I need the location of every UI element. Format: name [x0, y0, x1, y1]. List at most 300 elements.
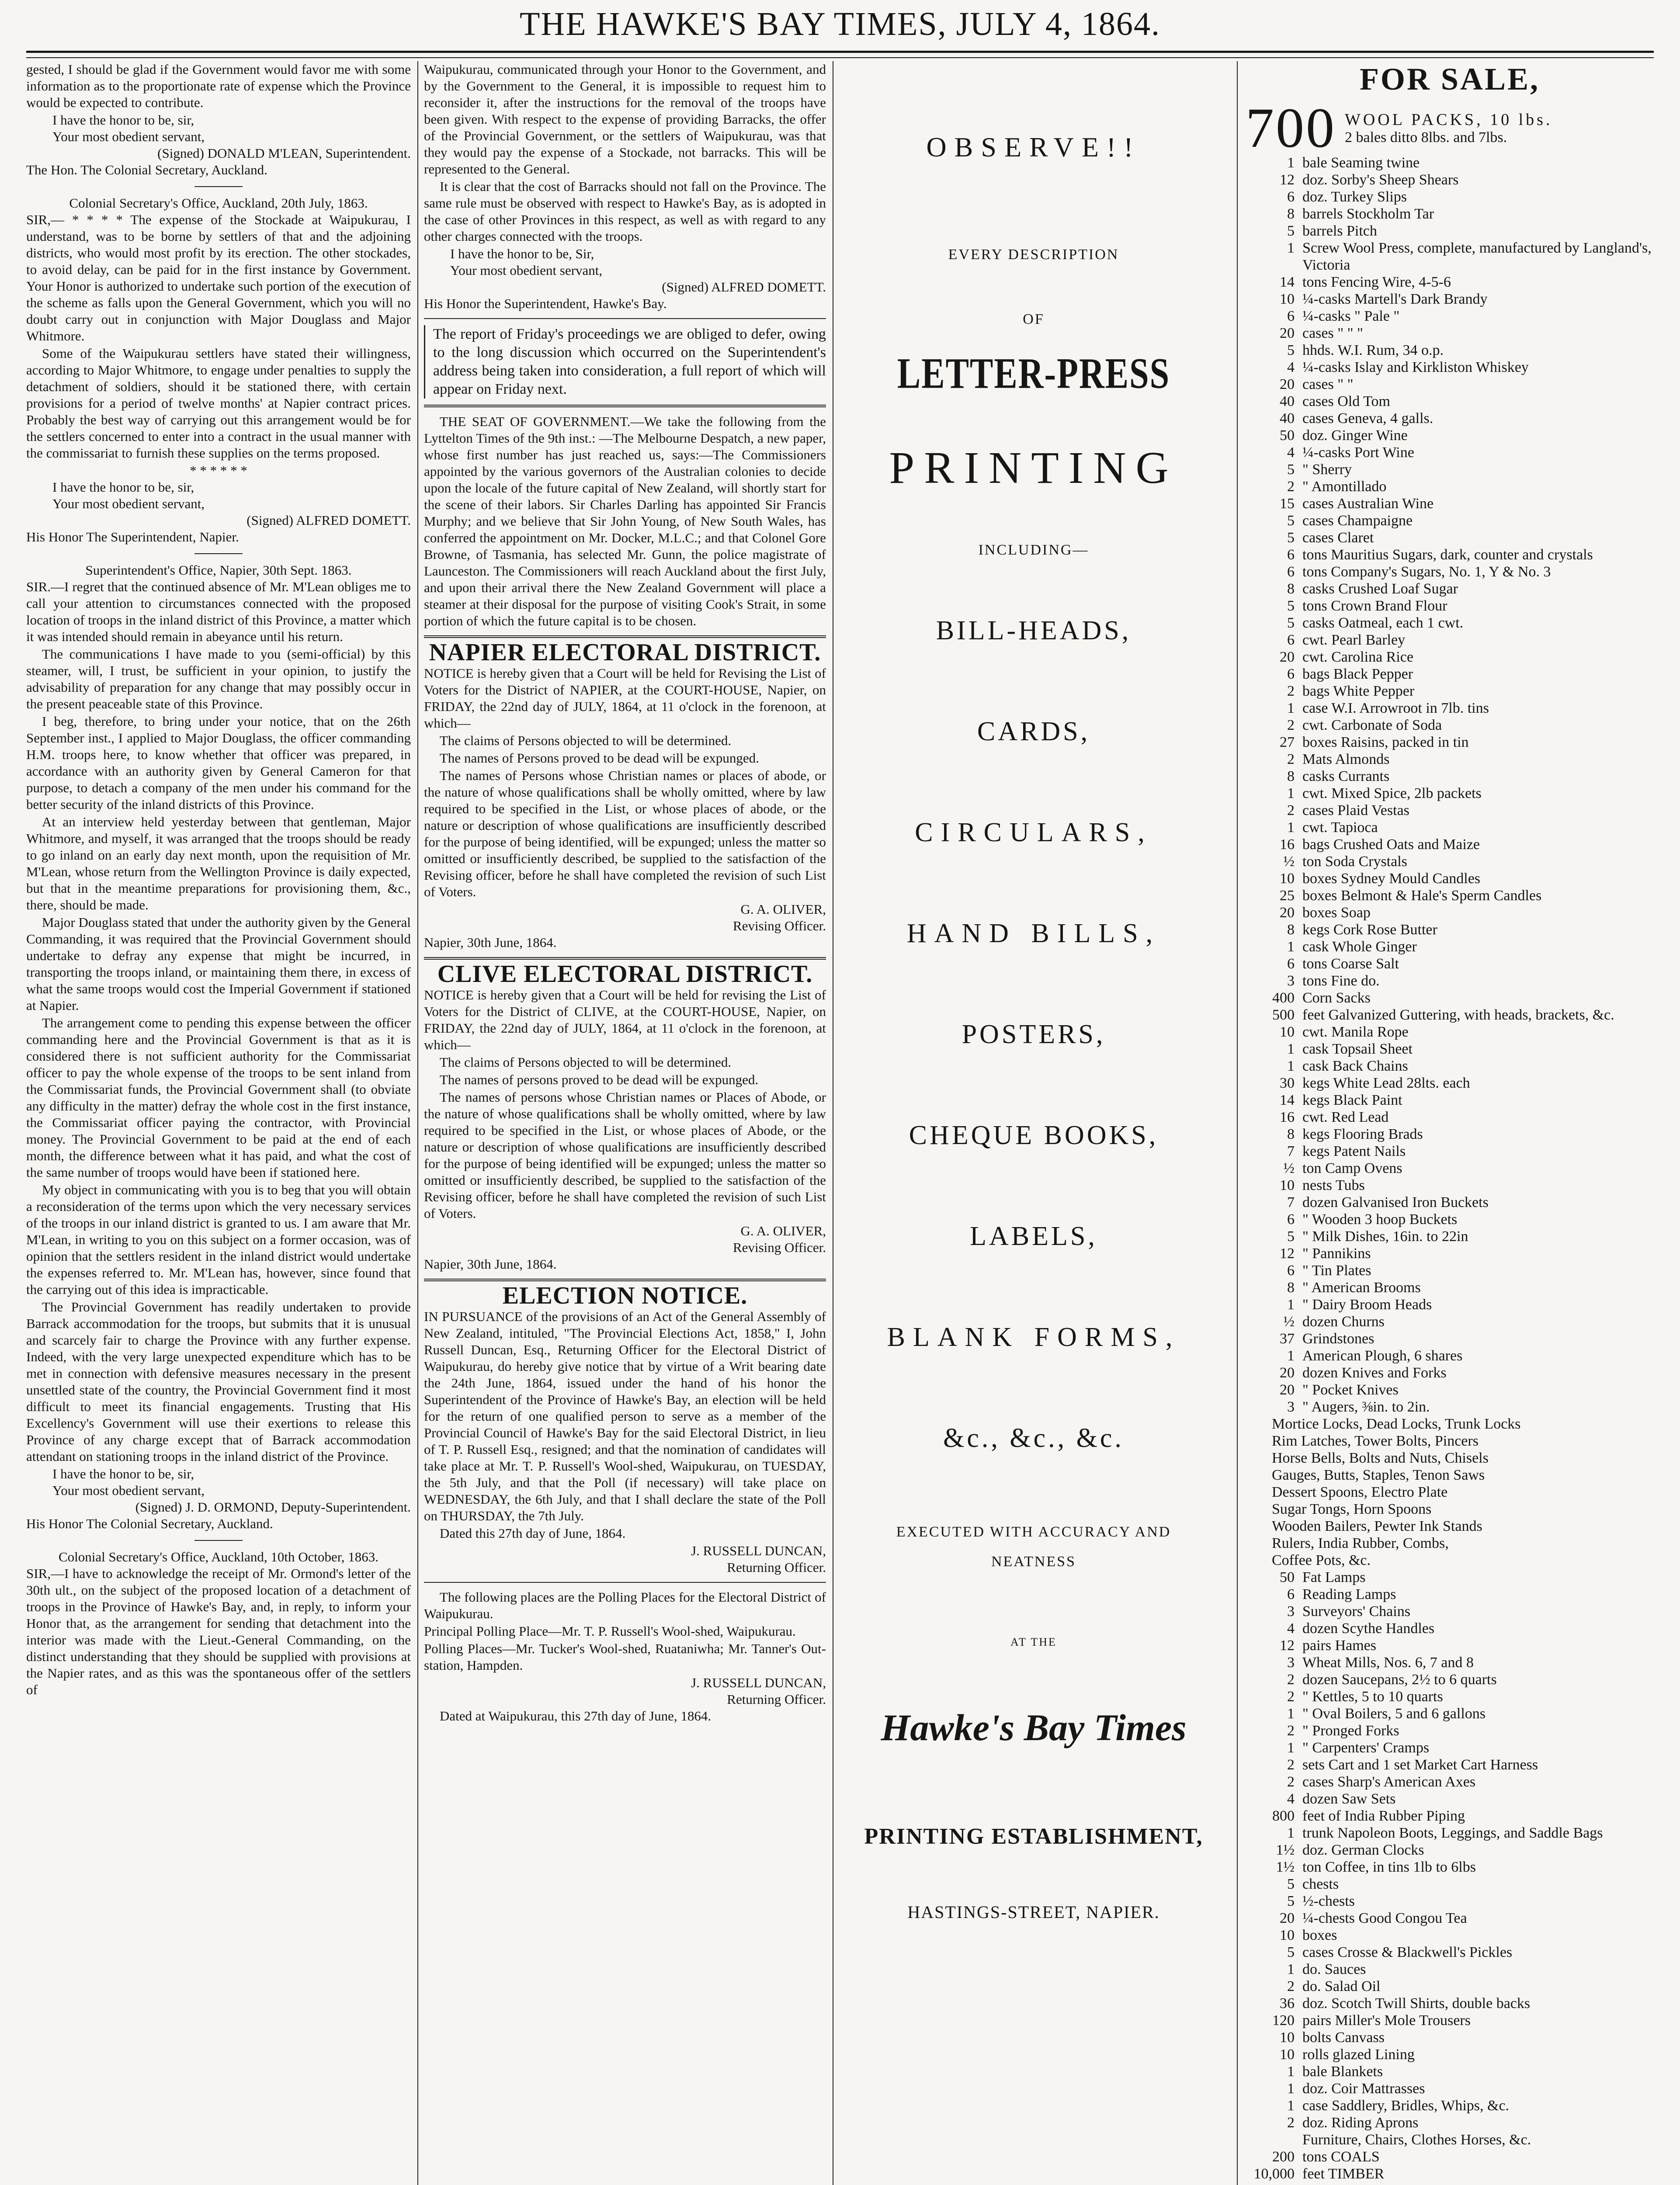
sale-item-description: Fat Lamps — [1302, 1569, 1366, 1585]
hardware-line: Mortice Locks, Dead Locks, Trunk Locks — [1272, 1416, 1521, 1432]
sale-item-description: bags Black Pepper — [1302, 666, 1413, 682]
signature: J. RUSSELL DUNCAN, — [691, 1675, 826, 1690]
paragraph: SIR.—I regret that the continued absence of Mr. M'Lean obliges me to call your attention to circumstances connected with the proposed location of troops in the inland district of this Province, a matter which it was intended should remain in abeyance until his return. — [26, 579, 411, 644]
hardware-line: Dessert Spoons, Electro Plate — [1272, 1484, 1448, 1500]
sale-item — [1246, 1228, 1654, 1245]
sale-item-quantity: 10,000 — [1253, 2166, 1295, 2182]
sale-item-quantity: 14 — [1280, 274, 1295, 290]
sale-item-description: boxes — [1302, 1927, 1337, 1943]
sale-item-quantity: 12 — [1280, 1245, 1295, 1262]
paragraph: The arrangement come to pending this expense between the officer commanding here and the Provincial Government is that as it is considered there is not sufficient authority for the Commissariat officer to pay the whole expense of the troops to be sent inland from the Commissariat funds, the Provincial Government shall (to obviate any difficulty in the matter) defray the whole cost in the first instance, the Commissariat officer paying the contractor, with Provincial money. The Provincial Government to be paid at the end of each month, the difference between what it has paid, and what the cost of the same number of troops would have been if stationed here. — [26, 1015, 411, 1180]
sale-item — [1246, 853, 1654, 870]
sale-item-quantity: 50 — [1280, 1569, 1295, 1585]
sale-item-quantity: ½ — [1283, 853, 1295, 870]
sale-item-quantity: 3 — [1287, 1654, 1295, 1671]
sale-item-quantity: 20 — [1280, 376, 1295, 392]
sale-item-quantity: 1 — [1287, 1297, 1295, 1313]
sale-item-quantity: 6 — [1287, 632, 1295, 648]
paragraph: SIR,— * * * * The expense of the Stockade at Waipukurau, I understand, was to be borne by settlers of that and the adjoining districts, who would most profit by its erection. The other stockades, to avoid delay, can be paid for in the first instance by Government. Your Honor is authorized to undertake such portion of the execution of the scheme as falls upon the General Government, which you will no doubt carry out in conjunction with Major Douglass and Major Whitmore. — [26, 212, 411, 343]
sale-item — [1246, 1296, 1654, 1313]
sale-item-description: " Tin Plates — [1302, 1262, 1371, 1279]
sale-item-quantity: 1 — [1287, 1041, 1295, 1057]
lead-item: WOOL PACKS, 10 lbs. — [1345, 111, 1553, 129]
addressee: The Hon. The Colonial Secretary, Auckland. — [26, 162, 267, 177]
sale-item — [1246, 1756, 1654, 1773]
ad-executed: EXECUTED WITH ACCURACY AND — [896, 1524, 1171, 1540]
goods-list-continued — [1246, 1569, 1654, 2182]
ad-letter-press: LETTER-PRESS — [897, 349, 1170, 398]
sale-item — [1246, 1842, 1654, 1859]
signature: (Signed) ALFRED DOMETT. — [662, 279, 826, 295]
sale-item-quantity: 20 — [1280, 649, 1295, 665]
sale-item-description: kegs Patent Nails — [1302, 1143, 1406, 1159]
sale-item-description: cases Plaid Vestas — [1302, 802, 1409, 819]
sale-item-description: American Plough, 6 shares — [1302, 1348, 1463, 1364]
sale-item-description: ¼-chests Good Congou Tea — [1302, 1910, 1467, 1926]
sale-item — [1246, 239, 1654, 274]
sale-item — [1246, 751, 1654, 768]
sale-item-quantity: 2 — [1287, 802, 1295, 819]
sale-item — [1246, 2080, 1654, 2097]
sale-item — [1246, 188, 1654, 205]
sale-item-description: " Kettles, 5 to 10 quarts — [1302, 1689, 1443, 1705]
ad-paper-name: Hawke's Bay Times — [881, 1706, 1187, 1748]
sale-item-description: boxes Sydney Mould Candles — [1302, 871, 1481, 887]
sale-item — [1246, 1705, 1654, 1722]
sale-item-quantity: 20 — [1280, 1910, 1295, 1926]
ad-item: BILL-HEADS, — [936, 616, 1132, 645]
notice-paragraph: The claims of Persons objected to will be determined. — [440, 733, 732, 748]
hardware-line: Sugar Tongs, Horn Spoons — [1272, 1501, 1432, 1517]
ad-item: HAND BILLS, — [906, 919, 1161, 948]
sale-item — [1246, 1006, 1654, 1023]
signature: G. A. OLIVER, — [740, 902, 826, 917]
addressee: His Honor The Superintendent, Napier. — [26, 529, 239, 545]
sale-item — [1246, 836, 1654, 853]
closing: Your most obedient servant, — [52, 129, 205, 144]
double-rule — [424, 635, 826, 638]
sale-item-quantity: 6 — [1287, 1586, 1295, 1602]
dateline: Dated at Waipukurau, this 27th day of June, 1864. — [440, 1708, 712, 1724]
sale-item-description: cases Geneva, 4 galls. — [1302, 410, 1434, 427]
sale-item — [1246, 376, 1654, 393]
sale-item-quantity: 4 — [1287, 1791, 1295, 1807]
sale-item-description: tons COALS — [1302, 2149, 1380, 2165]
dateline: Colonial Secretary's Office, Auckland, 20th July, 1863. — [69, 195, 368, 211]
sale-item — [1246, 1023, 1654, 1040]
sale-item-description: " Oval Boilers, 5 and 6 gallons — [1302, 1706, 1486, 1722]
sale-item-quantity: 6 — [1287, 189, 1295, 205]
sale-item-quantity: 200 — [1272, 2149, 1295, 2165]
sale-item-quantity: 10 — [1280, 871, 1295, 887]
sale-item-quantity: 16 — [1280, 1109, 1295, 1125]
sale-item-quantity: 400 — [1272, 990, 1295, 1006]
sale-item-description: bale Seaming twine — [1302, 155, 1420, 171]
sale-item-quantity: 20 — [1280, 1382, 1295, 1398]
sale-item — [1246, 887, 1654, 904]
sale-item-quantity: 27 — [1280, 734, 1295, 750]
sale-item — [1246, 649, 1654, 666]
ad-including: INCLUDING— — [978, 542, 1089, 558]
sale-item — [1246, 1092, 1654, 1109]
sale-item-quantity: 4 — [1287, 444, 1295, 461]
rule — [424, 318, 826, 319]
sale-item-quantity: 1 — [1287, 939, 1295, 955]
closing: Your most obedient servant, — [450, 263, 603, 278]
masthead: THE HAWKE'S BAY TIMES, JULY 4, 1864. — [519, 6, 1161, 42]
sale-item — [1246, 393, 1654, 410]
sale-item-description: ½-chests — [1302, 1893, 1355, 1909]
sale-item — [1246, 989, 1654, 1006]
sale-item-description: Wheat Mills, Nos. 6, 7 and 8 — [1302, 1654, 1474, 1671]
hardware-line: Wooden Bailers, Pewter Ink Stands — [1272, 1518, 1482, 1534]
notice-paragraph: IN PURSUANCE of the provisions of an Act of the General Assembly of New Zealand, intituled, "The Provincial Elections Act, 1858," I, John Russell Duncan, Esq., Returning Officer for the Electoral District of Waipukurau, do hereby give notice that by virtue of a Writ bearing date the 24th June, 1864, issued under the hand of his honor the Superintendent of the Province of Hawke's Bay, an election will be held for the return of one qualified person to serve as a member of the Provincial Council of Hawke's Bay for the said Electoral District, in lieu of T. P. Russell Esq., resigned; and that the nomination of candidates will take place at Mr. T. P. Russell's Wool-shed, Waipukurau, on TUESDAY, the 5th July, and that the Poll (if necessary) will take place on WEDNESDAY, the 6th July, and that I shall declare the state of the Poll on THURSDAY, the 7th July. — [424, 1309, 826, 1523]
sale-item-quantity: 6 — [1287, 1211, 1295, 1228]
sale-item — [1246, 972, 1654, 989]
paragraph: Waipukurau, communicated through your Honor to the Government, and by the Government to the General, it is impossible to request him to reconsider it, after the instructions for the removal of the troops have been given. With respect to the expense of providing Barracks, the offer of the Provincial Government, or the settlers of Waipukurau, was that they would pay the expense of a Stockade, not barracks. This will be represented to the General. — [424, 62, 826, 177]
paragraph: SIR,—I have to acknowledge the receipt of Mr. Ormond's letter of the 30th ult., on the subject of the proposed location of a detachment of troops in the Province of Hawke's Bay, and, in reply, to inform your Honor that, as the arrangement for sending that detachment into the interior was made with the Lieut.-General Commanding, on the distinct understanding that they should be supplied with provisions at the Napier rates, and as this was the spontaneous offer of the settlers of — [26, 1566, 411, 1697]
ad-item: &c., &c., &c. — [943, 1423, 1124, 1453]
sale-item — [1246, 1637, 1654, 1654]
sale-item-quantity: 5 — [1287, 342, 1295, 358]
sale-item-description: nests Tubs — [1302, 1177, 1365, 1193]
sale-item — [1246, 2114, 1654, 2131]
sale-item-quantity: 12 — [1280, 172, 1295, 188]
sale-item-description: ¼-casks " Pale " — [1302, 308, 1400, 324]
sale-item-quantity: 10 — [1280, 1177, 1295, 1193]
sale-item-quantity: 7 — [1287, 1194, 1295, 1210]
goods-list — [1246, 154, 1654, 1415]
sale-item-description: do. Salad Oil — [1302, 1978, 1381, 1994]
sale-item — [1246, 683, 1654, 700]
sale-item-quantity: 1½ — [1276, 1842, 1295, 1858]
hardware-list — [1246, 1415, 1654, 1569]
hardware-line: Horse Bells, Bolts and Nuts, Chisels — [1272, 1450, 1489, 1466]
ad-establishment: PRINTING ESTABLISHMENT, — [864, 1824, 1203, 1849]
ad-item: CHEQUE BOOKS, — [909, 1120, 1159, 1150]
sale-item-description: cwt. Pearl Barley — [1302, 632, 1406, 648]
sale-item-quantity: 4 — [1287, 359, 1295, 375]
sale-item — [1246, 410, 1654, 427]
sale-item — [1246, 1790, 1654, 1807]
sale-item-description: casks Oatmeal, each 1 cwt. — [1302, 615, 1464, 631]
ad-item: CIRCULARS, — [915, 818, 1152, 847]
sale-item — [1246, 1688, 1654, 1705]
paragraph: I beg, therefore, to bring under your notice, that on the 26th September inst., I applied to Major Douglass, the officer commanding H.M. troops here, to know whether that officer was prepared, in accordance with an authority given by General Cameron for that purpose, to detach a company of the men under his command for the better security of the inland districts of this Province. — [26, 714, 411, 812]
sale-item-quantity: 25 — [1280, 888, 1295, 904]
separator — [194, 1540, 243, 1541]
sale-item-quantity: 2 — [1287, 1774, 1295, 1790]
sale-item-quantity: 2 — [1287, 1689, 1295, 1705]
signature: (Signed) ALFRED DOMETT. — [246, 513, 411, 528]
clive-electoral-heading: CLIVE ELECTORAL DISTRICT. — [437, 961, 813, 988]
sale-item — [1246, 1330, 1654, 1347]
sale-item-description: tons Fine do. — [1302, 973, 1380, 989]
sale-item-description: barrels Stockholm Tar — [1302, 206, 1434, 222]
sale-item — [1246, 1126, 1654, 1143]
sale-item — [1246, 1722, 1654, 1739]
hardware-line: Rim Latches, Tower Bolts, Pincers — [1272, 1433, 1479, 1449]
sale-item-description: kegs Black Paint — [1302, 1092, 1402, 1108]
paragraph: Major Douglass stated that under the authority given by the General Commanding, it was required that the Provincial Government should undertake to defray any expense that might be incurred, in transporting the troops inland, or maintaining them there, in excess of what the same troops would cost the Imperial Government if stationed at Napier. — [26, 915, 411, 1013]
sale-item-description: do. Sauces — [1302, 1961, 1366, 1977]
sale-item-description: sets Cart and 1 set Market Cart Harness — [1302, 1757, 1538, 1773]
notice-paragraph: The names of persons proved to be dead will be expunged. — [440, 1072, 759, 1087]
sale-item — [1246, 1995, 1654, 2012]
sale-item — [1246, 1807, 1654, 1824]
sale-item-quantity: 2 — [1287, 683, 1295, 699]
sale-item-description: pairs Hames — [1302, 1637, 1377, 1654]
sale-item-quantity — [1246, 2131, 1302, 2148]
sale-item-quantity: 1 — [1287, 2081, 1295, 2097]
sale-item — [1246, 819, 1654, 836]
sale-item-quantity: 2 — [1287, 479, 1295, 495]
signature: J. RUSSELL DUNCAN, — [691, 1543, 826, 1558]
sale-item — [1246, 1177, 1654, 1194]
sale-item-description: dozen Saw Sets — [1302, 1791, 1396, 1807]
sale-item-description: Surveyors' Chains — [1302, 1603, 1410, 1620]
ad-every-description: EVERY DESCRIPTION — [948, 246, 1119, 263]
sale-item-description: bags White Pepper — [1302, 683, 1415, 699]
sale-item — [1246, 666, 1654, 683]
sale-item-description: tons Company's Sugars, No. 1, Y & No. 3 — [1302, 564, 1551, 580]
sale-item-quantity: 8 — [1287, 1280, 1295, 1296]
signature-title: Revising Officer. — [733, 1240, 826, 1255]
for-sale-heading: FOR SALE, — [1359, 62, 1540, 97]
sale-item-quantity: 5 — [1287, 598, 1295, 614]
sale-item-description: " American Brooms — [1302, 1280, 1421, 1296]
sale-item-description: Grindstones — [1302, 1331, 1375, 1347]
sale-item-quantity: 2 — [1287, 2115, 1295, 2131]
sale-item — [1246, 529, 1654, 546]
sale-item — [1246, 938, 1654, 955]
seat-of-government-article: THE SEAT OF GOVERNMENT.—We take the following from the Lyttelton Times of the 9th inst.: —The Melbourne Despatch, a new paper, whose first number has just reached us, says:—The Commissioners appointed by the various governors of the Australian colonies to decide upon the locale of the future capital of New Zealand, will shortly start for the scene of their labors. Sir Charles Darling has appointed Sir Francis Murphy; and we believe that Sir John Young, of New South Wales, has conferred the appointment on Mr. Docker, M.L.C.; and that Colonel Gore Browne, of Tasmania, has selected Mr. Gunn, the police magistrate of Launceston. The Commissioners will reach Auckland about the first July, and upon their arrival there the New Zealand Government will place a steamer at their disposal for the purpose of visiting Cook's Strait, in some portion of which the future capital is to be chosen. — [424, 414, 826, 628]
sale-item-quantity: 8 — [1287, 1126, 1295, 1142]
hardware-line: Gauges, Butts, Staples, Tenon Saws — [1272, 1467, 1485, 1483]
sale-item — [1246, 2046, 1654, 2063]
ad-observe: OBSERVE!! — [926, 132, 1141, 163]
sale-item — [1246, 1040, 1654, 1058]
sale-item-quantity: 1 — [1287, 2064, 1295, 2080]
sale-item — [1246, 563, 1654, 580]
sale-item-description: cases " " " — [1302, 325, 1363, 341]
dateline: Napier, 30th June, 1864. — [424, 935, 557, 950]
ad-item: POSTERS, — [961, 1020, 1106, 1049]
addressee: His Honor The Colonial Secretary, Auckland. — [26, 1516, 273, 1531]
napier-electoral-heading: NAPIER ELECTORAL DISTRICT. — [429, 639, 821, 666]
sale-item — [1246, 802, 1654, 819]
sale-item — [1246, 1893, 1654, 1910]
sale-item — [1246, 291, 1654, 308]
sale-item-description: cases Crosse & Blackwell's Pickles — [1302, 1944, 1513, 1960]
sale-item-description: Furniture, Chairs, Clothes Horses, &c. — [1302, 2132, 1531, 2148]
sale-item-quantity: 16 — [1280, 836, 1295, 853]
sale-item — [1246, 1654, 1654, 1671]
sale-item-description: tons Mauritius Sugars, dark, counter and crystals — [1302, 547, 1593, 563]
hardware-line: Rulers, India Rubber, Combs, — [1272, 1535, 1449, 1551]
sale-item — [1246, 1859, 1654, 1876]
sale-item-description: casks Currants — [1302, 768, 1390, 784]
sale-item-description: cwt. Carolina Rice — [1302, 649, 1413, 665]
sale-item — [1246, 1109, 1654, 1126]
sale-item-quantity: 1 — [1287, 1825, 1295, 1841]
sale-item-quantity: 6 — [1287, 666, 1295, 682]
sale-item-description: Reading Lamps — [1302, 1586, 1396, 1602]
sale-item-quantity: 8 — [1287, 206, 1295, 222]
sale-item-quantity: 40 — [1280, 393, 1295, 409]
separator — [194, 186, 243, 187]
election-notice-heading: ELECTION NOTICE. — [502, 1282, 748, 1309]
sale-item-quantity: 120 — [1272, 2012, 1295, 2029]
sale-item — [1246, 325, 1654, 342]
sale-item — [1246, 2063, 1654, 2080]
sale-item — [1246, 734, 1654, 751]
notice-paragraph: NOTICE is hereby given that a Court will be held for Revising the List of Voters for the District of NAPIER, at the COURT-HOUSE, Napier, on FRIDAY, the 22nd day of JULY, 1864, at 11 o'clock in the forenoon, at which— — [424, 666, 826, 731]
sale-item — [1246, 1824, 1654, 1842]
sale-item-quantity: 1 — [1287, 785, 1295, 801]
sale-item-quantity: 5 — [1287, 615, 1295, 631]
sale-item-description: " Pocket Knives — [1302, 1382, 1399, 1398]
sale-item-quantity: 1½ — [1276, 1859, 1295, 1875]
sale-item — [1246, 2165, 1654, 2182]
paragraph: My object in communicating with you is to beg that you will obtain a reconsideration of the terms upon which the very necessary services of the troops in our inland district is granted to us. I am aware that Mr. M'Lean, in writing to you on this subject on a former occasion, was of opinion that the settlers resident in the inland district would undertake the expenses referred to. Mr. M'Lean has, however, since found that the carrying out of this idea is impracticable. — [26, 1182, 411, 1297]
notice-paragraph: Polling Places—Mr. Tucker's Wool-shed, Ruataniwha; Mr. Tanner's Out-station, Hampden. — [424, 1641, 826, 1673]
sale-item — [1246, 274, 1654, 291]
sale-item-description: chests — [1302, 1876, 1339, 1892]
sale-item-quantity: 36 — [1280, 1995, 1295, 2012]
sale-item — [1246, 1160, 1654, 1177]
sale-item-description: doz. German Clocks — [1302, 1842, 1424, 1858]
sale-item-description: ¼-casks Islay and Kirkliston Whiskey — [1302, 359, 1529, 375]
sale-item-description: dozen Churns — [1302, 1314, 1385, 1330]
sale-item — [1246, 717, 1654, 734]
sale-item — [1246, 1910, 1654, 1927]
sale-item — [1246, 2131, 1654, 2148]
sale-item-description: bags Crushed Oats and Maize — [1302, 836, 1480, 853]
sale-item-quantity: 14 — [1280, 1092, 1295, 1108]
sale-item — [1246, 597, 1654, 614]
sale-item-description: cases Claret — [1302, 530, 1374, 546]
sale-item — [1246, 1739, 1654, 1756]
sale-item — [1246, 1381, 1654, 1398]
sale-item — [1246, 768, 1654, 785]
sale-item — [1246, 631, 1654, 649]
ad-item: CARDS, — [977, 717, 1090, 746]
sale-item-description: kegs Flooring Brads — [1302, 1126, 1423, 1142]
sale-item — [1246, 614, 1654, 631]
sale-item-description: cases Old Tom — [1302, 393, 1390, 409]
paragraph: The communications I have made to you (semi-official) by this steamer, will, I trust, be sufficient in your opinion, to justify the advisability of preparation for any change that may possibly occur in the present peaceable state of this Province. — [26, 646, 411, 711]
paragraph: It is clear that the cost of Barracks should not fall on the Province. The same rule must be observed with respect to Hawke's Bay, as is adopted in the case of other Provinces in this respect, as well as with regard to any other charges connected with the troops. — [424, 179, 826, 244]
sale-item-description: Mats Almonds — [1302, 751, 1390, 767]
sale-item — [1246, 2012, 1654, 2029]
lead-item-detail: 2 bales ditto 8lbs. and 7lbs. — [1345, 129, 1507, 146]
signature-title: Returning Officer. — [727, 1560, 826, 1575]
sale-item-description: tons Crown Brand Flour — [1302, 598, 1447, 614]
sale-item — [1246, 1075, 1654, 1092]
dateline: Napier, 30th June, 1864. — [424, 1256, 557, 1272]
sale-item — [1246, 546, 1654, 563]
sale-item — [1246, 154, 1654, 171]
sale-item-description: cases Champaigne — [1302, 513, 1413, 529]
double-rule — [424, 1279, 826, 1281]
sale-item-quantity: 7 — [1287, 1143, 1295, 1159]
sale-item-description: " Dairy Broom Heads — [1302, 1297, 1432, 1313]
sale-item-description: case Saddlery, Bridles, Whips, &c. — [1302, 2098, 1510, 2114]
ad-item: LABELS, — [970, 1221, 1097, 1251]
sale-item-quantity: 4 — [1287, 1620, 1295, 1637]
sale-item-quantity: 1 — [1287, 819, 1295, 836]
sale-item-description: doz. Ginger Wine — [1302, 427, 1408, 444]
closing: I have the honor to be, sir, — [52, 1466, 194, 1481]
sale-item-quantity: 50 — [1280, 427, 1295, 444]
sale-item-description: dozen Scythe Handles — [1302, 1620, 1435, 1637]
sale-item-quantity: 37 — [1280, 1331, 1295, 1347]
addressee: His Honor the Superintendent, Hawke's Bay. — [424, 296, 667, 311]
ad-at-the: AT THE — [1010, 1636, 1057, 1648]
hardware-line: Coffee Pots, &c. — [1272, 1552, 1371, 1568]
closing: I have the honor to be, sir, — [52, 112, 194, 128]
signature: G. A. OLIVER, — [740, 1223, 826, 1238]
sale-item-quantity: 5 — [1287, 513, 1295, 529]
sale-item — [1246, 785, 1654, 802]
sale-item-description: ton Soda Crystals — [1302, 853, 1407, 870]
sale-item-quantity: 5 — [1287, 461, 1295, 478]
dateline: Colonial Secretary's Office, Auckland, 10th October, 1863. — [58, 1549, 379, 1564]
sale-item-quantity: 5 — [1287, 1944, 1295, 1960]
sale-item-description: boxes Raisins, packed in tin — [1302, 734, 1469, 750]
sale-item-description: barrels Pitch — [1302, 223, 1377, 239]
sale-item-description: doz. Coir Mattrasses — [1302, 2081, 1425, 2097]
notice-paragraph: The names of Persons whose Christian names or places of abode, or the nature of whose qualifications shall be wholly omitted, where by law required to be specified in the List, or whose places of abode, or the nature or description of whose qualifications are insufficiently described for the purpose of being identified, will be expunged; unless the matter so omitted or insufficiently described, be supplied to the satisfaction of the Revising officer, before he shall have completed the revision of such List of Voters. — [424, 768, 826, 899]
column-divider — [1237, 61, 1238, 2185]
sale-item-quantity: 1 — [1287, 1706, 1295, 1722]
signature: (Signed) DONALD M'LEAN, Superintendent. — [157, 146, 411, 161]
sale-item-description: case W.I. Arrowroot in 7lb. tins — [1302, 700, 1489, 716]
signature-title: Returning Officer. — [727, 1692, 826, 1707]
sale-item-description: kegs Cork Rose Butter — [1302, 922, 1437, 938]
sale-item-description: " Amontillado — [1302, 479, 1387, 495]
sale-item — [1246, 1586, 1654, 1603]
sale-item — [1246, 342, 1654, 359]
sale-item — [1246, 2097, 1654, 2114]
sale-item — [1246, 1347, 1654, 1364]
sale-item-quantity: 3 — [1287, 973, 1295, 989]
ad-address: HASTINGS-STREET, NAPIER. — [907, 1902, 1160, 1922]
sale-item — [1246, 1620, 1654, 1637]
sale-item-description: tons Fencing Wire, 4-5-6 — [1302, 274, 1451, 290]
sale-item-quantity: 6 — [1287, 956, 1295, 972]
closing: I have the honor to be, sir, — [52, 479, 194, 495]
sale-item — [1246, 1978, 1654, 1995]
sale-item — [1246, 444, 1654, 461]
sale-item — [1246, 308, 1654, 325]
sale-item-description: casks Crushed Loaf Sugar — [1302, 581, 1458, 597]
sale-item-quantity: 2 — [1287, 1723, 1295, 1739]
sale-item-description: trunk Napoleon Boots, Leggings, and Saddle Bags — [1302, 1825, 1603, 1841]
sale-item — [1246, 205, 1654, 222]
separator — [194, 553, 243, 554]
column-1-correspondence — [26, 61, 411, 2185]
sale-item-description: bolts Canvass — [1302, 2029, 1385, 2046]
sale-item-quantity: 3 — [1287, 1399, 1295, 1415]
sale-item — [1246, 359, 1654, 376]
sale-item — [1246, 1143, 1654, 1160]
sale-item-description: cwt. Tapioca — [1302, 819, 1378, 836]
sale-item — [1246, 512, 1654, 529]
column-divider — [417, 61, 418, 2185]
sale-item — [1246, 1364, 1654, 1381]
